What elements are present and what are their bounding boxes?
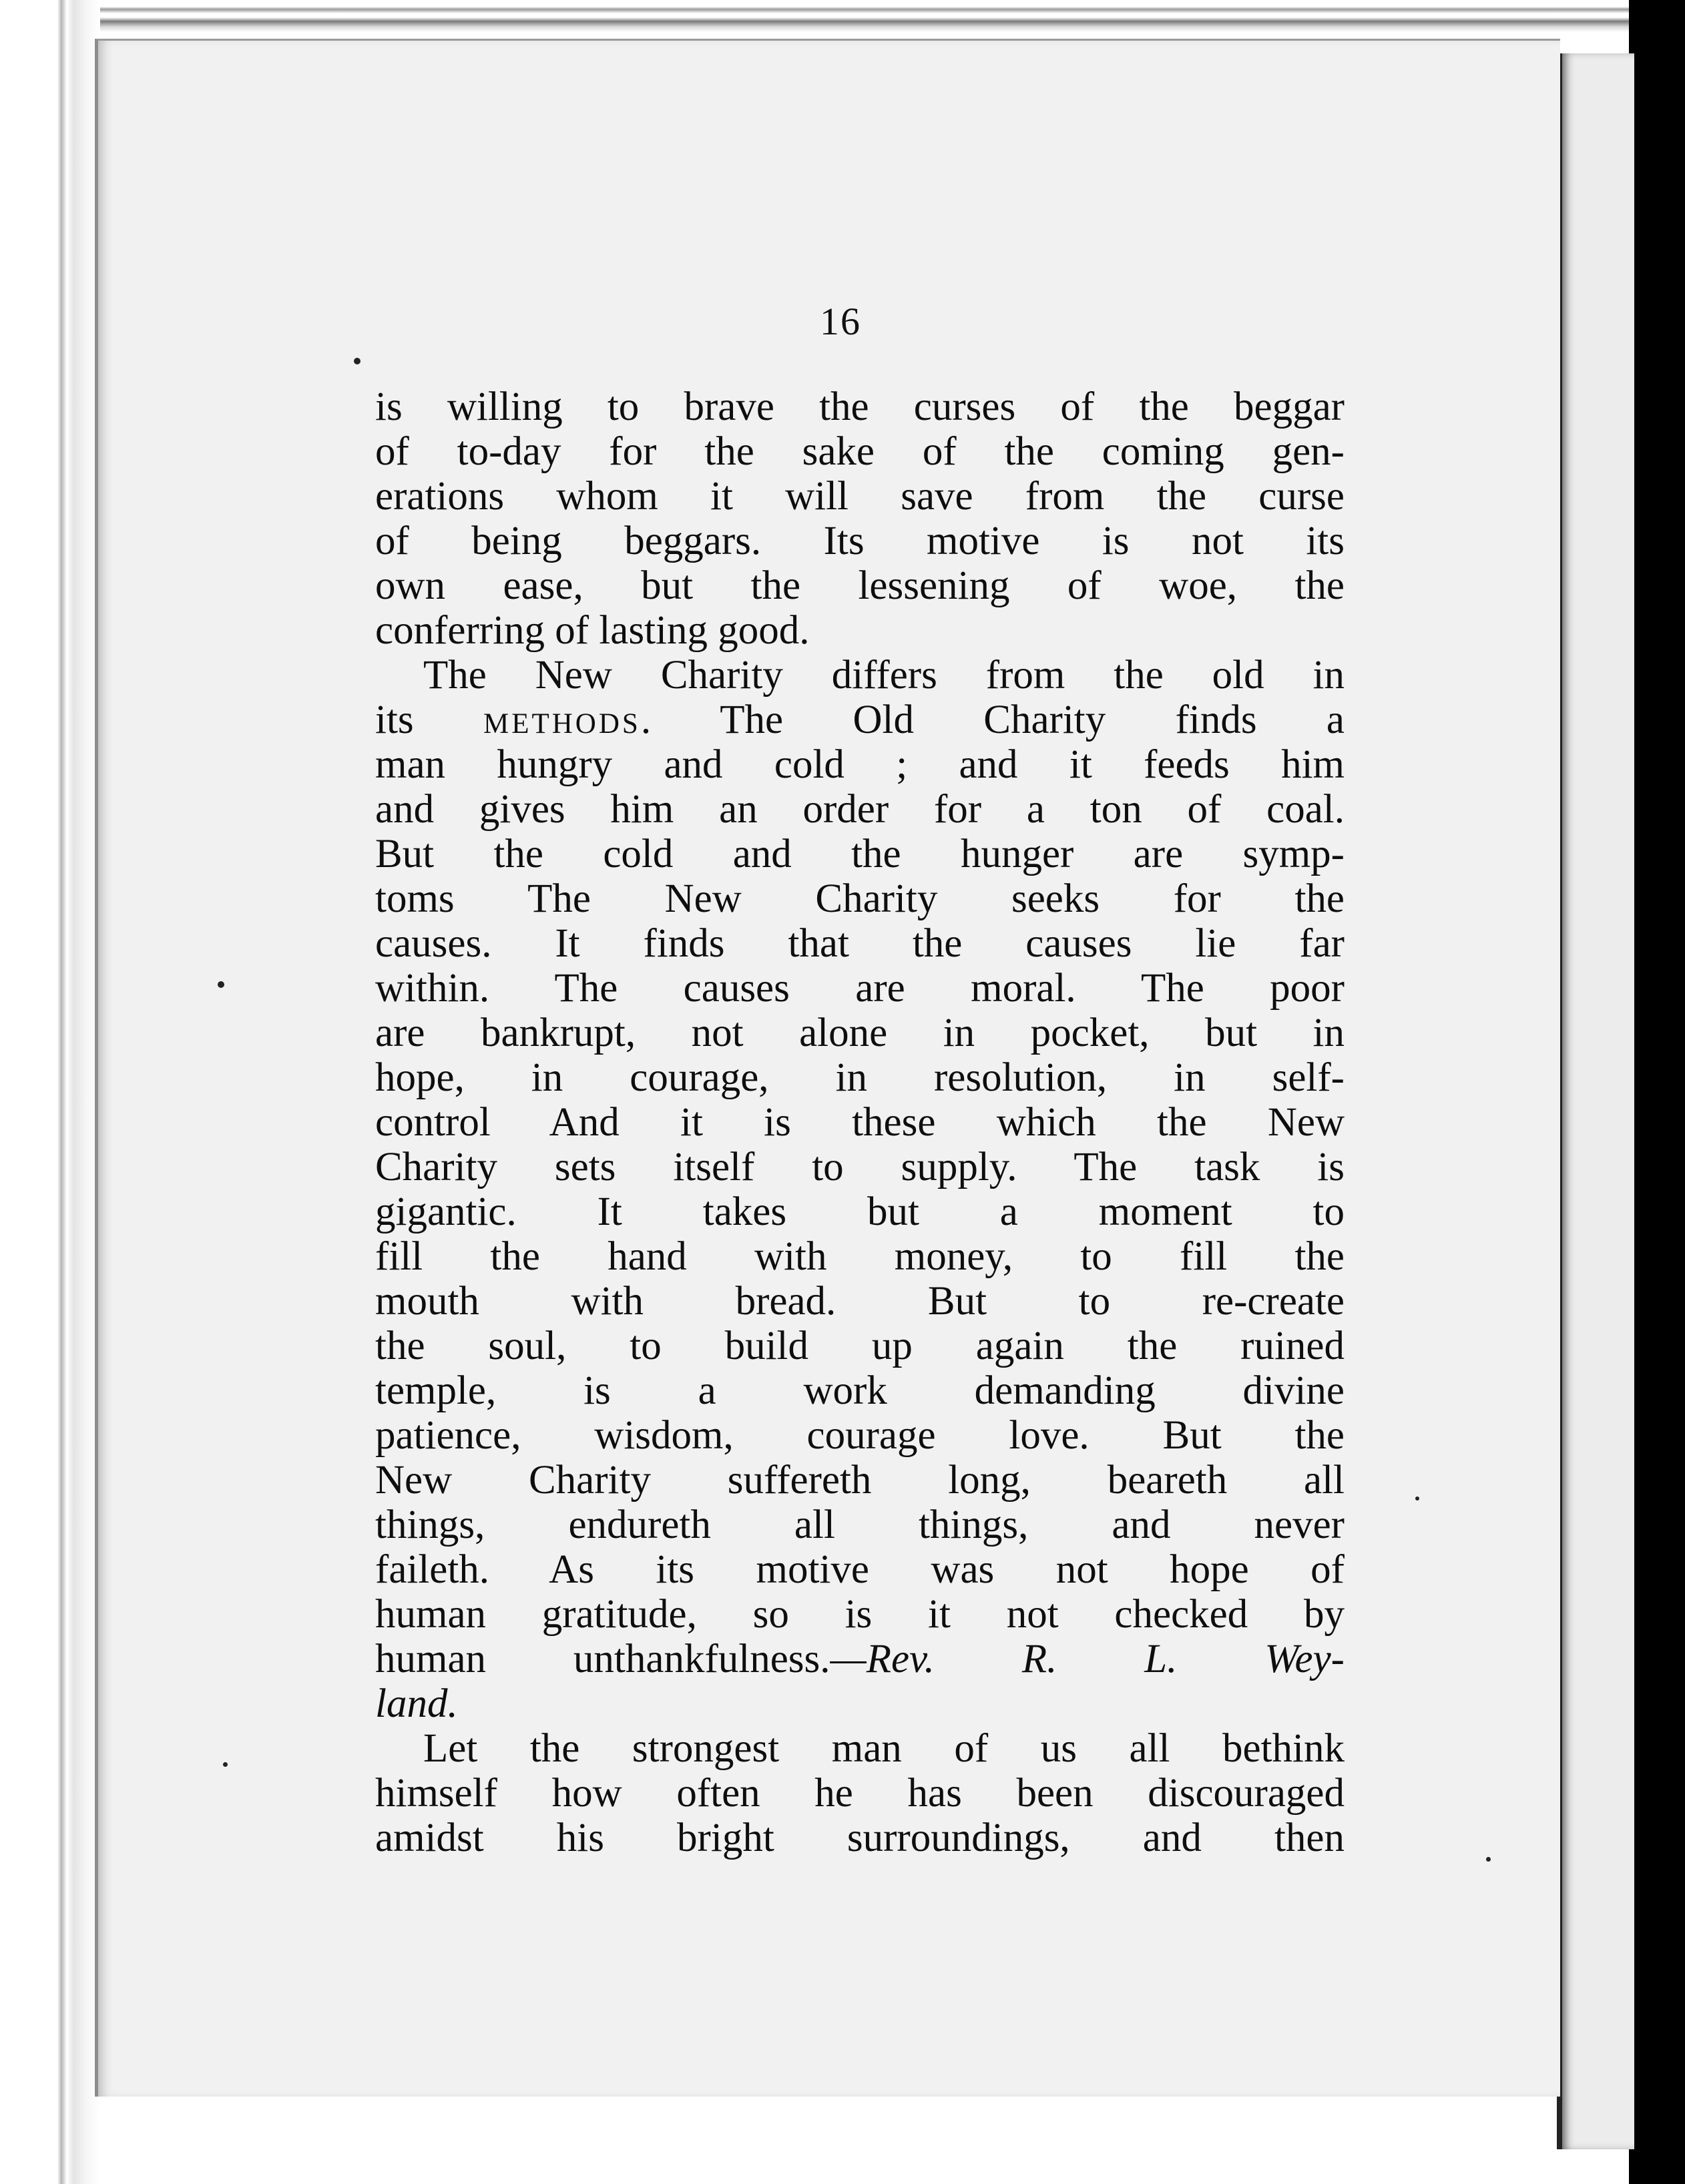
text-line — [375, 698, 1345, 742]
text-line: erations whom it will save from the curse — [375, 474, 1345, 519]
text-line: are bankrupt, not alone in pocket, but in — [375, 1011, 1345, 1055]
text-line: patience, wisdom, courage love. But the — [375, 1413, 1345, 1458]
text-line: But the cold and the hunger are symp- — [375, 832, 1345, 876]
text-line: faileth. As its motive was not hope of — [375, 1547, 1345, 1592]
text-line: Let the strongest man of us all bethink — [423, 1726, 1345, 1771]
text-line: own ease, but the lessening of woe, the — [375, 563, 1345, 608]
text-line: amidst his bright surroundings, and then — [375, 1816, 1345, 1860]
speck — [1486, 1857, 1491, 1862]
speck — [354, 358, 360, 364]
page-number: 16 — [820, 300, 861, 343]
text-line: control And it is these which the New — [375, 1100, 1345, 1145]
text-line — [375, 1681, 1345, 1726]
text-line: things, endureth all things, and never — [375, 1503, 1345, 1547]
page-stack-left-edge — [0, 0, 100, 2184]
text-line: and gives him an order for a ton of coal. — [375, 787, 1345, 832]
text-line: New Charity suffereth long, beareth all — [375, 1458, 1345, 1503]
text-line: human gratitude, so is it not checked by — [375, 1592, 1345, 1637]
text-line: gigantic. It takes but a moment to — [375, 1189, 1345, 1234]
body-text — [375, 384, 1345, 1860]
text-line: mouth with bread. But to re-create — [375, 1279, 1345, 1324]
speck — [1415, 1496, 1419, 1500]
text-line: of to-day for the sake of the coming gen- — [375, 429, 1345, 474]
text-line: of being beggars. Its motive is not its — [375, 519, 1345, 563]
text-line: Charity sets itself to supply. The task is — [375, 1145, 1345, 1189]
text-line: hope, in courage, in resolution, in self- — [375, 1055, 1345, 1100]
text-line: causes. It finds that the causes lie far — [375, 921, 1345, 966]
text-line: fill the hand with money, to fill the — [375, 1234, 1345, 1279]
attribution: land. — [375, 1681, 458, 1726]
emphasis-smallcaps: methods — [483, 698, 641, 742]
text-fragment: human unthankfulness. — [375, 1637, 830, 1681]
scan-border-right — [1629, 0, 1685, 2184]
text-line: himself how often he has been discouraged — [375, 1771, 1345, 1816]
text-line: temple, is a work demanding divine — [375, 1368, 1345, 1413]
text-fragment: its — [375, 698, 483, 742]
text-fragment: . The Old Charity finds a — [640, 698, 1345, 742]
facing-page-edge — [1557, 53, 1634, 2149]
text-line: conferring of lasting good. — [375, 608, 810, 653]
text-line: toms The New Charity seeks for the — [375, 876, 1345, 921]
attribution: —Rev. R. L. Wey- — [830, 1637, 1345, 1681]
text-line: the soul, to build up again the ruined — [375, 1324, 1345, 1368]
speck — [218, 981, 224, 988]
text-line — [375, 1637, 1345, 1681]
speck — [223, 1762, 228, 1767]
text-line: The New Charity differs from the old in — [423, 653, 1345, 698]
text-line: is willing to brave the curses of the beggar — [375, 384, 1345, 429]
text-line: within. The causes are moral. The poor — [375, 966, 1345, 1011]
text-line: man hungry and cold ; and it feeds him — [375, 742, 1345, 787]
